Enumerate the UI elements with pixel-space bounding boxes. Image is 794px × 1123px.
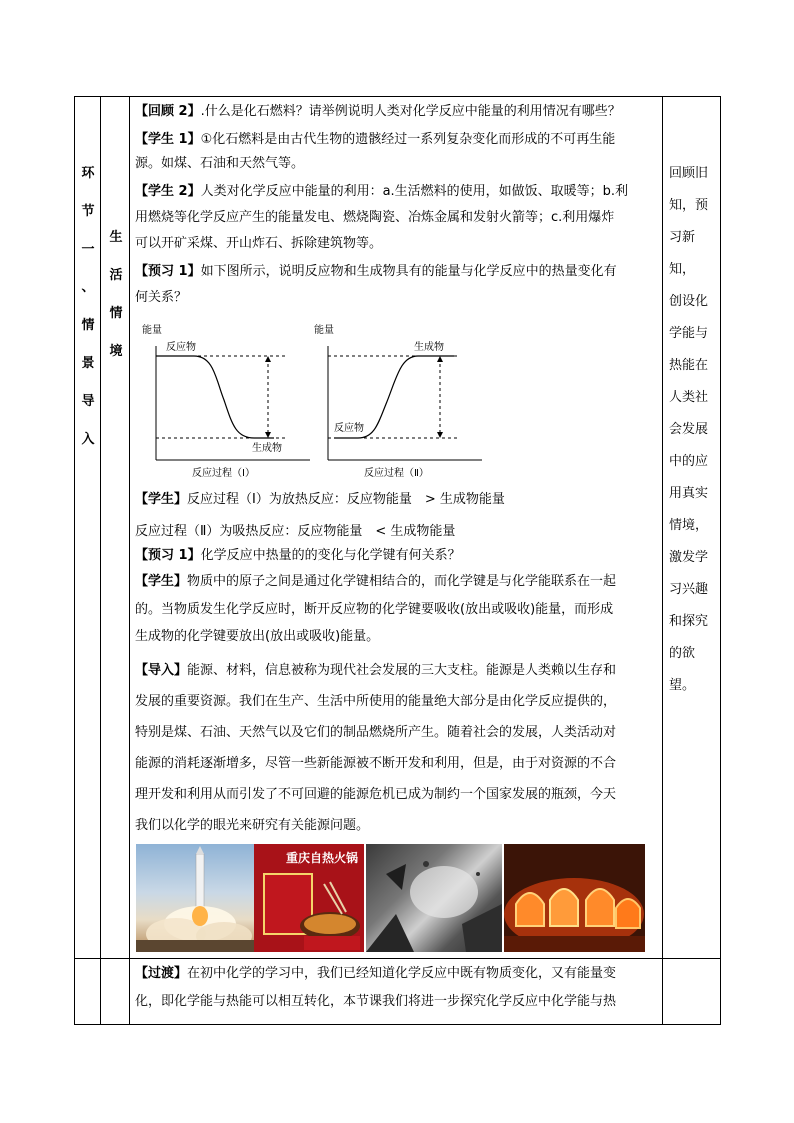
arrow-head bbox=[437, 432, 443, 438]
column-divider bbox=[129, 96, 130, 1025]
activity-label: 生 活 情 境 bbox=[109, 230, 123, 359]
y-axis-label: 能量 bbox=[314, 325, 334, 336]
preview-question-1: 【预习 1】如下图所示，说明反应物和生成物具有的能量与化学反应中的热量变化有 bbox=[135, 264, 617, 279]
reactant-label: 反应物 bbox=[334, 423, 364, 434]
text-line: 何关系？ bbox=[135, 290, 188, 305]
text-line: 反应过程（Ⅱ）为吸热反应：反应物能量 < 生成物能量 bbox=[135, 524, 456, 539]
text-line: 我们以化学的眼光来研究有关能源问题。 bbox=[135, 818, 370, 833]
table-border-top bbox=[74, 96, 721, 97]
y-axis-label: 能量 bbox=[142, 325, 162, 336]
preview-question-2: 【预习 1】化学反应中热量的的变化与化学键有何关系？ bbox=[135, 548, 461, 563]
product-label: 生成物 bbox=[252, 443, 282, 454]
row-divider bbox=[74, 958, 721, 959]
text-line: 用燃烧等化学反应产生的能量发电、燃烧陶瓷、冶炼金属和发射火箭等；c.利用爆炸 bbox=[135, 210, 615, 225]
text-line: 生成物的化学键要放出(放出或吸收)能量。 bbox=[135, 629, 380, 644]
student-answer-2: 【学生 2】人类对化学反应中能量的利用：a.生活燃料的使用，如做饭、取暖等；b.利 bbox=[135, 184, 629, 199]
text-line: 化，即化学能与热能可以相互转化，本节课我们将进一步探究化学反应中化学能与热 bbox=[135, 994, 617, 1009]
product-label: 生成物 bbox=[414, 342, 444, 353]
self-heating-hotpot-photo bbox=[254, 844, 364, 952]
student-answer-4: 【学生】物质中的原子之间是通过化学键相结合的，而化学键是与化学能联系在一起 bbox=[135, 574, 617, 589]
x-axis-label: 反应过程（Ⅰ） bbox=[192, 468, 255, 479]
text-line: 理开发和利用从而引发了不可回避的能源危机已成为制约一个国家发展的瓶颈，今天 bbox=[135, 787, 617, 802]
molten-metal-crucibles-photo bbox=[504, 844, 645, 952]
design-intent: 回顾旧 知，预 习新知， 创设化 学能与 热能在 人类社 会发展 中的应 用真实 情境， 激发学 习兴趣 和探究 的欲望。 bbox=[669, 166, 709, 693]
student-answer-1: 【学生 1】①化石燃料是由古代生物的遗骸经过一系列复杂变化而形成的不可再生能 bbox=[135, 132, 616, 147]
reactant-label: 反应物 bbox=[166, 342, 196, 353]
text-line: 特别是煤、石油、天然气以及它们的制品燃烧所产生。随着社会的发展，人类活动对 bbox=[135, 725, 617, 740]
review-question: 【回顾 2】.什么是化石燃料？请举例说明人类对化学反应中能量的利用情况有哪些？ bbox=[135, 104, 621, 119]
energy-curve bbox=[156, 356, 274, 438]
transition-paragraph: 【过渡】在初中化学的学习中，我们已经知道化学反应中既有物质变化，又有能量变 bbox=[135, 966, 617, 981]
hotpot-brand-text: 重庆自热火锅 bbox=[286, 851, 359, 865]
table-border-right bbox=[720, 96, 721, 1025]
energy-chart-endothermic bbox=[314, 320, 484, 480]
section-label: 环 节 一 、 情 景 导 入 bbox=[81, 166, 95, 447]
text-line: 的。当物质发生化学反应时，断开反应物的化学键要吸收(放出或吸收)能量，而形成 bbox=[135, 602, 614, 617]
table-border-bottom bbox=[74, 1024, 721, 1025]
text-line: 能源的消耗逐渐增多，尽管一些新能源被不断开发和利用，但是，由于对资源的不合 bbox=[135, 756, 617, 771]
x-axis-label: 反应过程（Ⅱ） bbox=[364, 468, 429, 479]
arrow-head bbox=[265, 432, 271, 438]
explosion-debris-photo bbox=[366, 844, 502, 952]
text-line: 发展的重要资源。我们在生产、生活中所使用的能量绝大部分是由化学反应提供的， bbox=[135, 694, 617, 709]
student-answer-3: 【学生】反应过程（Ⅰ）为放热反应：反应物能量 > 生成物能量 bbox=[135, 492, 505, 507]
introduction-paragraph: 【导入】能源、材料，信息被称为现代社会发展的三大支柱。能源是人类赖以生存和 bbox=[135, 663, 617, 678]
rocket-launch-photo bbox=[136, 844, 254, 952]
text-line: 可以开矿采煤、开山炸石、拆除建筑物等。 bbox=[135, 236, 383, 251]
arrow-head bbox=[265, 356, 271, 362]
column-divider bbox=[662, 96, 663, 1025]
arrow-head bbox=[437, 356, 443, 362]
text-line: 源。如煤、石油和天然气等。 bbox=[135, 156, 305, 171]
table-border-left bbox=[74, 96, 75, 1025]
energy-chart-exothermic bbox=[142, 320, 312, 480]
lesson-table bbox=[74, 96, 721, 1025]
column-divider bbox=[100, 96, 101, 1025]
